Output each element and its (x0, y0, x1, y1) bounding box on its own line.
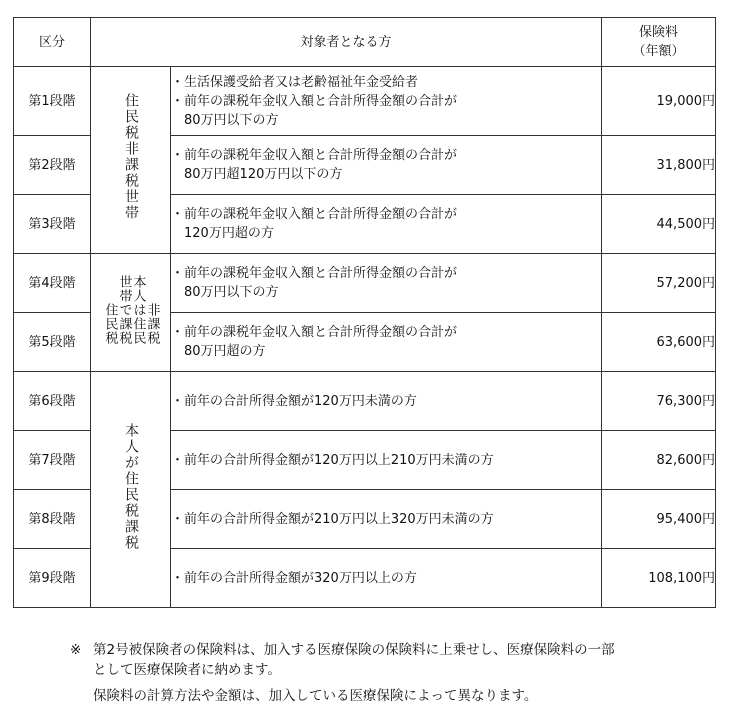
footnote (70, 640, 720, 706)
group-label-col: 世帯で課税 (116, 274, 132, 345)
stage-label: 第3段階 (14, 195, 91, 254)
desc-line: ・前年の合計所得金額が120万円未満の方 (171, 393, 417, 409)
target-description (171, 490, 602, 549)
desc-line: ・前年の課税年金収入額と合計所得金額の合計が (171, 93, 458, 109)
note-line-3: 保険料の計算方法や金額は、加入している医療保険によって異なります。 (93, 688, 538, 704)
annual-fee: 57,200円 (602, 254, 716, 313)
stage-label: 第1段階 (14, 67, 91, 136)
group-label: 住民税非課税世帯 (123, 93, 139, 221)
group-label-col: 本人は住民 (130, 274, 146, 345)
header-fee-line1: 保険料 (639, 25, 679, 40)
desc-line: ・前年の課税年金収入額と合計所得金額の合計が (171, 325, 458, 340)
stage-label: 第7段階 (14, 431, 91, 490)
desc-line: ・生活保護受給者又は老齢福祉年金受給者 (171, 74, 419, 90)
desc-line: ・前年の合計所得金額が210万円以上320万円未満の方 (171, 511, 494, 527)
premium-table (13, 17, 716, 608)
target-description (171, 372, 602, 431)
desc-line: ・前年の課税年金収入額と合計所得金額の合計が (171, 266, 458, 281)
group-non-taxed-household (91, 67, 171, 254)
stage-label: 第5段階 (14, 313, 91, 372)
note-text (93, 640, 720, 680)
note-mark: ※ (70, 642, 82, 658)
desc-line: 80万円超の方 (171, 344, 266, 359)
annual-fee: 19,000円 (602, 67, 716, 136)
target-description (171, 313, 602, 372)
target-description (171, 254, 602, 313)
desc-line: ・前年の課税年金収入額と合計所得金額の合計が (171, 148, 458, 163)
note-line-1: 第2号被保険者の保険料は、加入する医療保険の保険料に上乗せし、医療保険料の一部 (93, 642, 615, 658)
table-row (14, 372, 716, 431)
annual-fee: 31,800円 (602, 136, 716, 195)
desc-line: 80万円超120万円以下の方 (171, 167, 343, 182)
group-label-col: 非課税 (144, 302, 160, 345)
header-category: 区分 (14, 18, 91, 67)
desc-line: 80万円以下の方 (171, 112, 279, 128)
stage-label: 第6段階 (14, 372, 91, 431)
desc-line: ・前年の課税年金収入額と合計所得金額の合計が (171, 207, 458, 222)
stage-label: 第9段階 (14, 549, 91, 608)
table-row (14, 67, 716, 136)
annual-fee: 76,300円 (602, 372, 716, 431)
group-self-taxed (91, 372, 171, 608)
table-header-row (14, 18, 716, 67)
annual-fee: 63,600円 (602, 313, 716, 372)
annual-fee: 108,100円 (602, 549, 716, 608)
target-description (171, 431, 602, 490)
target-description (171, 195, 602, 254)
target-description (171, 136, 602, 195)
annual-fee: 44,500円 (602, 195, 716, 254)
target-description (171, 549, 602, 608)
group-label-col: 住民税 (102, 302, 118, 345)
table-row (14, 254, 716, 313)
desc-line: ・前年の合計所得金額が320万円以上の方 (171, 570, 417, 586)
header-target: 対象者となる方 (91, 18, 602, 67)
note-text-2 (93, 686, 720, 706)
stage-label: 第2段階 (14, 136, 91, 195)
desc-line: 120万円超の方 (171, 226, 274, 241)
target-description (171, 67, 602, 136)
stage-label: 第8段階 (14, 490, 91, 549)
stage-label: 第4段階 (14, 254, 91, 313)
header-fee (602, 18, 716, 67)
desc-line: 80万円以下の方 (171, 285, 279, 300)
group-household-taxed-self-non-taxed (91, 254, 171, 372)
desc-line: ・前年の合計所得金額が120万円以上210万円未満の方 (171, 452, 494, 468)
group-label: 本人が住民税課税 (123, 422, 139, 551)
annual-fee: 82,600円 (602, 431, 716, 490)
note-line-2: として医療保険者に納めます。 (93, 662, 281, 678)
annual-fee: 95,400円 (602, 490, 716, 549)
header-fee-line2: （年額） (632, 44, 685, 59)
